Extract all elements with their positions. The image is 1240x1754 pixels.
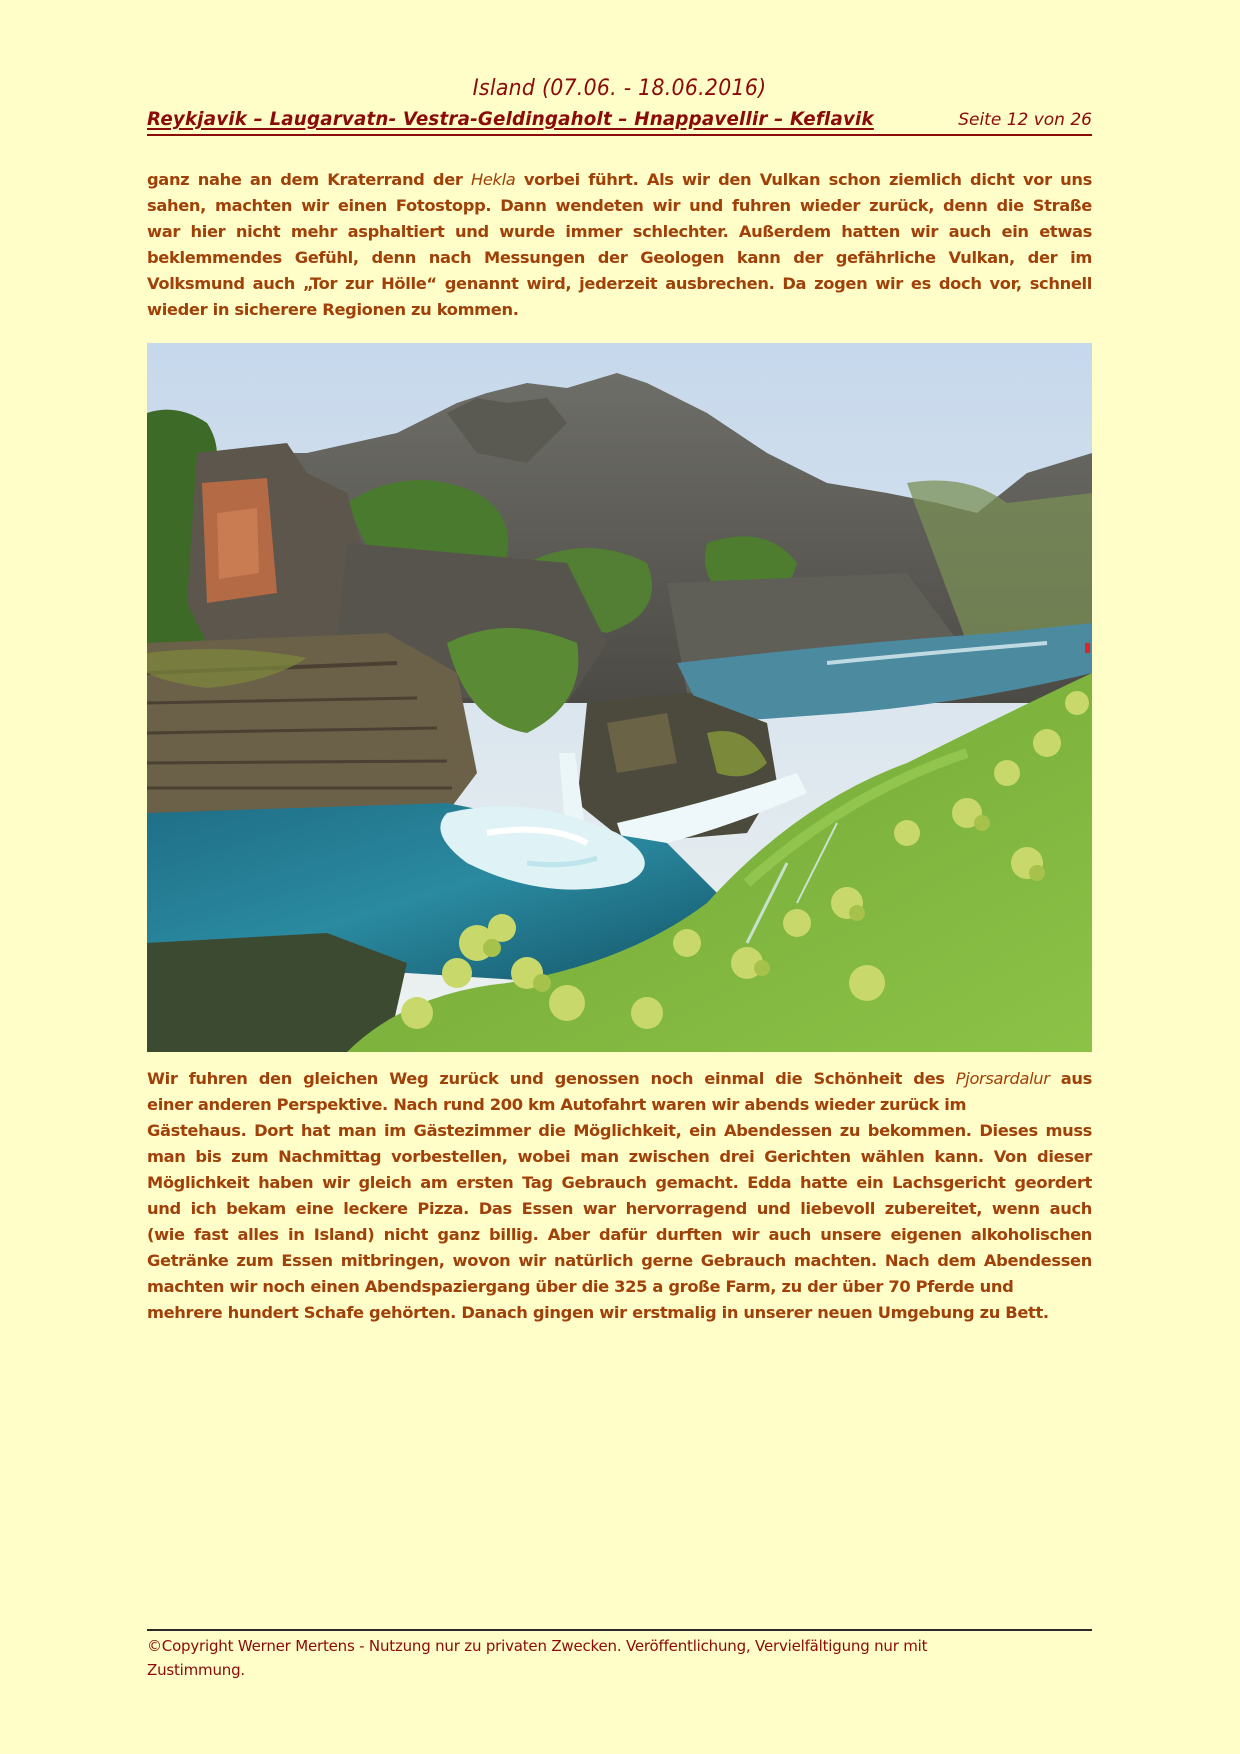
text-line: Möglichkeit haben wir gleich am ersten Tag Gebrauch gemacht. Edda hatte ein Lachsgericht geordert <box>147 1173 1092 1192</box>
route-line <box>147 106 1092 136</box>
text-line: man bis zum Nachmittag vorbestellen, wobei man zwischen drei Gerichten wählen kann. Von dieser <box>147 1147 1092 1166</box>
place-name-pjorsardalur: Pjorsardalur <box>955 1069 1050 1088</box>
place-name-hekla: Hekla <box>470 170 516 189</box>
text-line: ganz nahe an dem Kraterrand der Hekla vorbei führt. Als wir den Vulkan schon ziemlich dicht vor uns <box>147 170 1092 189</box>
text-line: mehrere hundert Schafe gehörten. Danach gingen wir erstmalig in unserer neuen Umgebung zu Bett. <box>147 1303 1049 1322</box>
text-line: war hier nicht mehr asphaltiert und wurde immer schlechter. Außerdem hatten wir auch ein etwas <box>147 222 1092 241</box>
landscape-photo <box>147 343 1092 1052</box>
page-header <box>147 74 1092 136</box>
route-heading: Reykjavik – Laugarvatn- Vestra-Geldingaholt – Hnappavellir – Keflavik <box>147 108 874 130</box>
paragraph-return-trip <box>147 1066 1092 1326</box>
text-line: machten wir noch einen Abendspaziergang über die 325 a große Farm, zu der über 70 Pferde und <box>147 1277 1014 1296</box>
copyright-footer <box>147 1634 1092 1682</box>
paragraph-hekla <box>147 167 1092 323</box>
text-line: Getränke zum Essen mitbringen, wovon wir natürlich gerne Gebrauch machten. Nach dem Abendessen <box>147 1251 1092 1270</box>
text-line: Wir fuhren den gleichen Weg zurück und genossen noch einmal die Schönheit des Pjorsardalur aus <box>147 1069 1093 1088</box>
text-line: und ich bekam eine leckere Pizza. Das Essen war hervorragend und liebevoll zubereitet, wenn auch <box>147 1199 1092 1218</box>
copyright-line-1: ©Copyright Werner Mertens - Nutzung nur zu privaten Zwecken. Veröffentlichung, Vervielfältigung nur mit <box>147 1637 928 1655</box>
text-line: Volksmund auch „Tor zur Hölle“ genannt wird, jederzeit ausbrechen. Da zogen wir es doch vor, schnell <box>147 274 1092 293</box>
text-line: sahen, machten wir einen Fotostopp. Dann wendeten wir und fuhren wieder zurück, denn die Straße <box>147 196 1092 215</box>
waterfall-gorge-image <box>147 343 1092 1052</box>
copyright-line-2: Zustimmung. <box>147 1661 245 1679</box>
page-number: Seite 12 von 26 <box>958 110 1092 130</box>
text-line: Gästehaus. Dort hat man im Gästezimmer die Möglichkeit, ein Abendessen zu bekommen. Dieses muss <box>147 1121 1092 1140</box>
document-title: Island (07.06. - 18.06.2016) <box>472 76 767 101</box>
text-line: (wie fast alles in Island) nicht ganz billig. Aber dafür durften wir auch unsere eigenen alkoholischen <box>147 1225 1092 1244</box>
footer-divider <box>147 1629 1092 1631</box>
text-line: beklemmendes Gefühl, denn nach Messungen der Geologen kann der gefährliche Vulkan, der im <box>147 248 1092 267</box>
text-line: einer anderen Perspektive. Nach rund 200 km Autofahrt waren wir abends wieder zurück im <box>147 1095 967 1114</box>
text-line: wieder in sicherere Regionen zu kommen. <box>147 300 519 319</box>
